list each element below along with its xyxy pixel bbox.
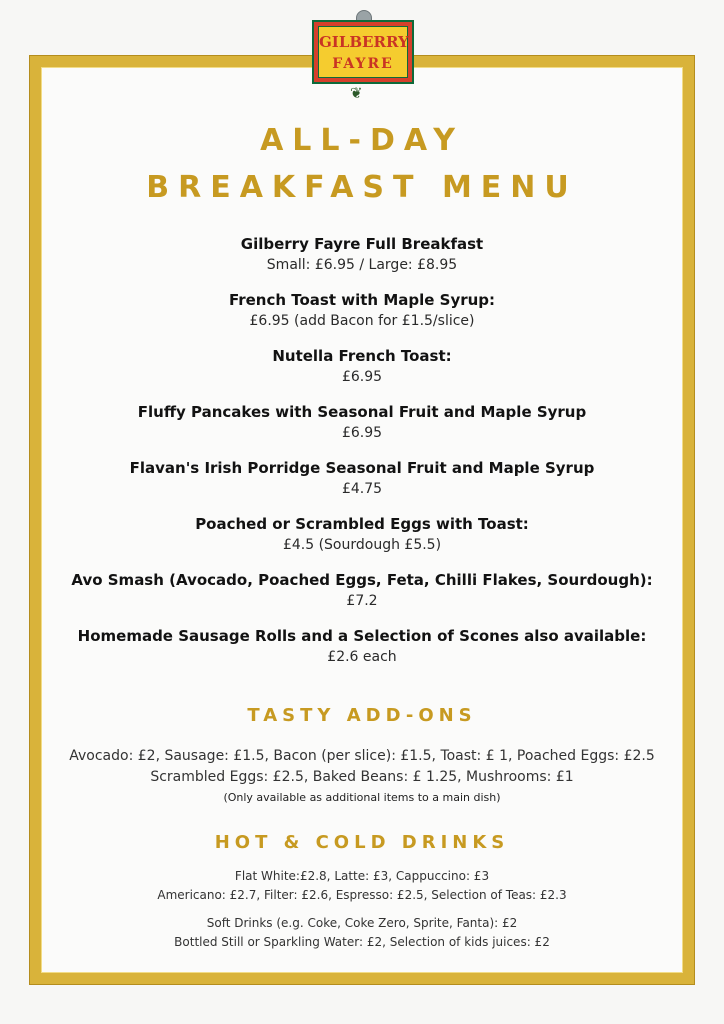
menu-item [60, 290, 664, 332]
menu-item [60, 346, 664, 388]
drinks-line4: Bottled Still or Sparkling Water: £2, Selection of kids juices: £2 [174, 935, 550, 949]
menu-item [60, 570, 664, 612]
menu-title-line1: ALL-DAY [260, 123, 464, 158]
item-price: £6.95 [341, 425, 383, 441]
addons-section [40, 746, 684, 807]
item-price: £4.75 [341, 481, 383, 497]
item-name: Flavan's Irish Porridge Seasonal Fruit and Maple Syrup [129, 459, 595, 477]
item-price: £7.2 [346, 593, 378, 609]
item-price: Small: £6.95 / Large: £8.95 [266, 257, 458, 273]
item-name: Nutella French Toast: [272, 347, 452, 365]
menu-item [60, 626, 664, 668]
menu-item [60, 234, 664, 276]
item-price: £2.6 each [327, 649, 397, 665]
menu-title-line2: BREAKFAST MENU [146, 170, 578, 205]
item-name: Homemade Sausage Rolls and a Selection of Scones also available: [77, 627, 647, 645]
logo-inner [318, 26, 408, 78]
drinks-gap [40, 905, 684, 914]
item-name: Avo Smash (Avocado, Poached Eggs, Feta, Chilli Flakes, Sourdough): [71, 571, 653, 589]
drinks-line1: Flat White:£2.8, Latte: £3, Cappuccino: £3 [234, 869, 490, 883]
addons-note: (Only available as additional items to a main dish) [223, 791, 501, 804]
logo-line1: GILBERRY [319, 33, 409, 51]
drinks-heading: HOT & COLD DRINKS [214, 832, 510, 853]
logo-leaf-icon: ❦ [350, 84, 363, 102]
menu-item [60, 458, 664, 500]
item-name: Poached or Scrambled Eggs with Toast: [195, 515, 529, 533]
item-price: £6.95 [341, 369, 383, 385]
drinks-line3: Soft Drinks (e.g. Coke, Coke Zero, Sprite, Fanta): £2 [206, 916, 518, 930]
item-name: French Toast with Maple Syrup: [228, 291, 496, 309]
drinks-section [40, 867, 684, 952]
addons-heading: TASTY ADD-ONS [247, 705, 477, 726]
item-price: £4.5 (Sourdough £5.5) [282, 537, 442, 553]
addons-line1: Avocado: £2, Sausage: £1.5, Bacon (per slice): £1.5, Toast: £ 1, Poached Eggs: £2.5 [69, 748, 655, 764]
menu-item [60, 402, 664, 444]
menu-item [60, 514, 664, 556]
drinks-line2: Americano: £2.7, Filter: £2.6, Espresso: £2.5, Selection of Teas: £2.3 [157, 888, 567, 902]
logo-line2: FAYRE [332, 56, 394, 72]
addons-line2: Scrambled Eggs: £2.5, Baked Beans: £ 1.25, Mushrooms: £1 [150, 769, 574, 785]
gilberry-fayre-logo [312, 10, 414, 102]
item-name: Gilberry Fayre Full Breakfast [240, 235, 484, 253]
item-price: £6.95 (add Bacon for £1.5/slice) [249, 313, 475, 329]
item-name: Fluffy Pancakes with Seasonal Fruit and Maple Syrup [137, 403, 587, 421]
menu-items [60, 234, 664, 682]
logo-box [312, 20, 414, 84]
